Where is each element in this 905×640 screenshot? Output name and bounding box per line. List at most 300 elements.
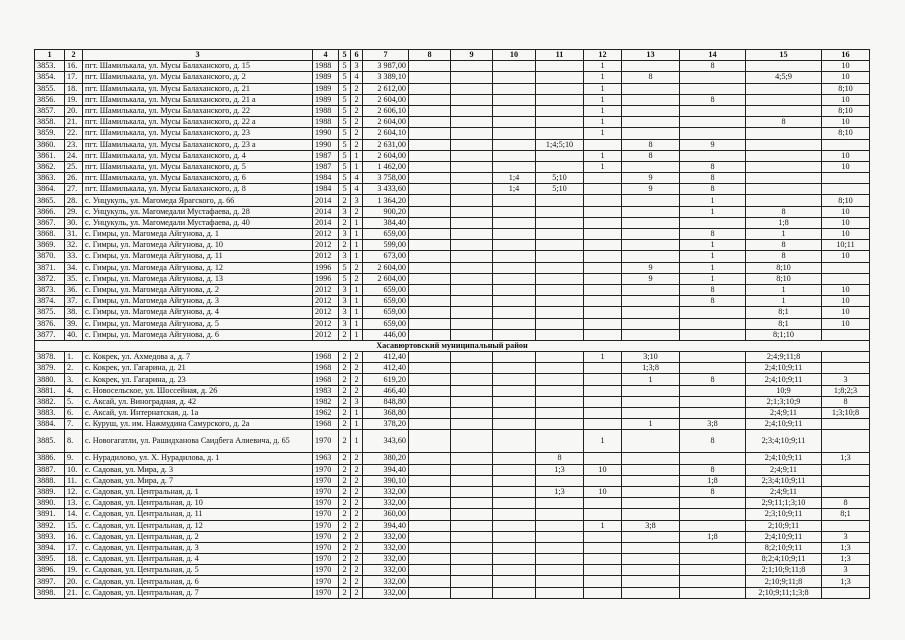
table-cell: пгт. Шамилькала, ул. Мусы Балаханского, д. 21 а: [83, 94, 313, 105]
table-cell: 8: [680, 374, 746, 385]
table-cell: 3: [339, 307, 351, 318]
table-cell: [493, 72, 536, 83]
table-cell: 1988: [313, 105, 339, 116]
table-cell: [680, 408, 746, 419]
table-cell: [451, 385, 493, 396]
table-cell: [680, 105, 746, 116]
table-cell: [493, 430, 536, 453]
table-cell: [493, 419, 536, 430]
table-cell: 1968: [313, 374, 339, 385]
table-cell: [536, 565, 584, 576]
table-cell: 9: [622, 262, 680, 273]
table-cell: 2: [339, 430, 351, 453]
table-cell: [536, 576, 584, 587]
table-cell: 1: [351, 161, 363, 172]
table-cell: [536, 318, 584, 329]
table-cell: 3883.: [35, 408, 65, 419]
table-cell: 2;4;10;9;11: [746, 453, 822, 464]
table-cell: 14.: [65, 509, 83, 520]
table-cell: 3858.: [35, 117, 65, 128]
table-row: [35, 161, 870, 172]
table-cell: 3886.: [35, 453, 65, 464]
table-cell: [584, 374, 622, 385]
table-cell: 25.: [65, 161, 83, 172]
table-cell: [409, 554, 451, 565]
table-cell: [680, 385, 746, 396]
table-row: [35, 374, 870, 385]
table-cell: 24.: [65, 150, 83, 161]
table-cell: 659,00: [363, 307, 409, 318]
table-cell: с. Садовая, ул. Центральная, д. 12: [83, 520, 313, 531]
table-cell: 8;1: [746, 318, 822, 329]
table-cell: 3;8: [622, 520, 680, 531]
table-cell: [822, 464, 870, 475]
column-header: 16: [822, 50, 870, 61]
table-cell: 2;3;10;9;11: [746, 509, 822, 520]
table-cell: [451, 307, 493, 318]
table-cell: 1: [622, 419, 680, 430]
table-cell: 3: [822, 374, 870, 385]
table-cell: [409, 430, 451, 453]
table-cell: 8: [680, 229, 746, 240]
table-cell: 5: [339, 161, 351, 172]
table-cell: 2014: [313, 217, 339, 228]
table-cell: [622, 464, 680, 475]
table-cell: 3: [339, 251, 351, 262]
table-cell: 8;10: [746, 273, 822, 284]
table-cell: [680, 565, 746, 576]
table-cell: 5.: [65, 396, 83, 407]
table-cell: 3889.: [35, 486, 65, 497]
table-cell: 2: [339, 509, 351, 520]
table-cell: 3864.: [35, 184, 65, 195]
table-cell: 3: [351, 396, 363, 407]
table-cell: 3865.: [35, 195, 65, 206]
table-cell: 8;10: [822, 105, 870, 116]
table-cell: 17.: [65, 542, 83, 553]
table-cell: 1: [584, 83, 622, 94]
table-row: [35, 206, 870, 217]
table-cell: 1963: [313, 453, 339, 464]
table-cell: 2 631,00: [363, 139, 409, 150]
table-cell: с. Садовая, ул. Центральная, д. 11: [83, 509, 313, 520]
table-cell: [451, 475, 493, 486]
table-cell: 3: [822, 531, 870, 542]
table-cell: 2012: [313, 251, 339, 262]
table-cell: 4;5;9: [746, 72, 822, 83]
table-cell: 3: [339, 284, 351, 295]
table-cell: 446,00: [363, 329, 409, 340]
table-cell: 7.: [65, 419, 83, 430]
table-cell: [622, 128, 680, 139]
table-cell: 3853.: [35, 61, 65, 72]
table-cell: 2: [351, 128, 363, 139]
table-cell: [622, 195, 680, 206]
table-cell: [493, 318, 536, 329]
table-cell: с. Новосельское, ул. Шоссейная, д. 26: [83, 385, 313, 396]
table-cell: [493, 139, 536, 150]
table-cell: 2: [351, 105, 363, 116]
table-cell: 3897.: [35, 576, 65, 587]
table-cell: [536, 72, 584, 83]
table-cell: [680, 150, 746, 161]
table-cell: 15.: [65, 520, 83, 531]
table-cell: [584, 184, 622, 195]
table-cell: 3867.: [35, 217, 65, 228]
table-cell: 2: [351, 94, 363, 105]
table-cell: 10: [822, 94, 870, 105]
table-cell: [822, 273, 870, 284]
table-cell: 9.: [65, 453, 83, 464]
table-cell: [493, 509, 536, 520]
table-cell: [622, 251, 680, 262]
table-cell: 10: [822, 206, 870, 217]
table-cell: 1989: [313, 94, 339, 105]
table-cell: [622, 94, 680, 105]
table-cell: [493, 498, 536, 509]
table-cell: 17.: [65, 72, 83, 83]
table-row: [35, 565, 870, 576]
table-cell: [451, 94, 493, 105]
table-cell: [493, 284, 536, 295]
table-cell: 10: [822, 318, 870, 329]
table-cell: [451, 565, 493, 576]
table-cell: 2: [339, 486, 351, 497]
section-title: Хасавюртовский муниципальный район: [35, 340, 870, 351]
table-cell: 848,80: [363, 396, 409, 407]
table-cell: [493, 576, 536, 587]
table-cell: [493, 396, 536, 407]
table-cell: 5: [339, 150, 351, 161]
table-row: [35, 509, 870, 520]
table-cell: [536, 554, 584, 565]
table-cell: 2;10;9;11;1;3;8: [746, 587, 822, 598]
table-cell: [536, 385, 584, 396]
table-cell: 2: [339, 374, 351, 385]
table-cell: [680, 329, 746, 340]
table-cell: 1: [351, 296, 363, 307]
table-cell: 2: [339, 475, 351, 486]
table-cell: 384,40: [363, 217, 409, 228]
table-cell: [622, 105, 680, 116]
table-cell: 2012: [313, 229, 339, 240]
table-cell: [680, 554, 746, 565]
table-cell: [622, 229, 680, 240]
table-cell: [451, 374, 493, 385]
table-cell: 1;8: [680, 475, 746, 486]
table-cell: пгт. Шамилькала, ул. Мусы Балаханского, д. 23: [83, 128, 313, 139]
table-cell: 2: [339, 453, 351, 464]
table-cell: 3859.: [35, 128, 65, 139]
table-row: [35, 61, 870, 72]
table-cell: 1970: [313, 430, 339, 453]
table-cell: 2: [339, 385, 351, 396]
table-cell: 1: [680, 240, 746, 251]
table-cell: с. Кокрек, ул. Гагарина, д. 21: [83, 363, 313, 374]
table-cell: [451, 498, 493, 509]
table-cell: 3872.: [35, 273, 65, 284]
table-row: [35, 273, 870, 284]
table-cell: 2012: [313, 307, 339, 318]
table-cell: [493, 217, 536, 228]
table-row: [35, 520, 870, 531]
table-cell: 3854.: [35, 72, 65, 83]
table-cell: 3: [339, 229, 351, 240]
table-cell: 2 604,00: [363, 94, 409, 105]
table-cell: 3898.: [35, 587, 65, 598]
table-cell: 619,20: [363, 374, 409, 385]
table-cell: с. Гимры, ул. Магомеда Айгунова, д. 2: [83, 284, 313, 295]
table-cell: 8: [822, 396, 870, 407]
table-cell: [746, 150, 822, 161]
column-header: 11: [536, 50, 584, 61]
table-cell: 2: [339, 531, 351, 542]
table-cell: 16.: [65, 531, 83, 542]
table-cell: с. Садовая, ул. Центральная, д. 6: [83, 576, 313, 587]
table-cell: с. Аксай, ул. Виноградная, д. 42: [83, 396, 313, 407]
table-cell: 390,10: [363, 475, 409, 486]
table-cell: 2 604,00: [363, 150, 409, 161]
table-cell: с. Гимры, ул. Магомеда Айгунова, д. 13: [83, 273, 313, 284]
table-cell: [451, 396, 493, 407]
table-cell: [746, 128, 822, 139]
table-cell: 5: [339, 139, 351, 150]
table-cell: 3861.: [35, 150, 65, 161]
table-cell: 19.: [65, 565, 83, 576]
table-cell: с. Унцукуль, ул. Магомеда Ярагского, д. 66: [83, 195, 313, 206]
table-cell: [536, 105, 584, 116]
table-cell: 5: [339, 273, 351, 284]
table-cell: [409, 150, 451, 161]
table-row: [35, 542, 870, 553]
table-cell: [451, 464, 493, 475]
table-cell: [409, 117, 451, 128]
table-cell: с. Гимры, ул. Магомеда Айгунова, д. 11: [83, 251, 313, 262]
table-row: [35, 419, 870, 430]
table-cell: [409, 173, 451, 184]
section-row: [35, 340, 870, 351]
table-cell: [584, 587, 622, 598]
table-cell: 3857.: [35, 105, 65, 116]
table-cell: [409, 105, 451, 116]
table-cell: 31.: [65, 229, 83, 240]
table-cell: 8;1: [822, 509, 870, 520]
table-cell: [409, 273, 451, 284]
table-row: [35, 284, 870, 295]
table-cell: 40.: [65, 329, 83, 340]
table-cell: 1: [351, 307, 363, 318]
table-cell: [536, 83, 584, 94]
table-cell: 10: [822, 251, 870, 262]
table-cell: с. Гимры, ул. Магомеда Айгунова, д. 10: [83, 240, 313, 251]
table-cell: 332,00: [363, 576, 409, 587]
table-cell: [493, 195, 536, 206]
table-cell: 36.: [65, 284, 83, 295]
table-cell: 2: [351, 498, 363, 509]
table-cell: [622, 486, 680, 497]
table-cell: [680, 318, 746, 329]
table-cell: [493, 307, 536, 318]
table-cell: [451, 554, 493, 565]
table-cell: 13.: [65, 498, 83, 509]
table-cell: 3;10: [622, 352, 680, 363]
table-cell: [409, 396, 451, 407]
table-cell: 3862.: [35, 161, 65, 172]
table-cell: 1: [584, 94, 622, 105]
table-cell: 3: [351, 195, 363, 206]
table-cell: 11.: [65, 475, 83, 486]
table-cell: 1;4: [493, 184, 536, 195]
table-cell: [536, 284, 584, 295]
table-cell: 30.: [65, 217, 83, 228]
table-cell: 8;10: [822, 83, 870, 94]
table-cell: 10: [822, 296, 870, 307]
table-cell: пгт. Шамилькала, ул. Мусы Балаханского, д. 4: [83, 150, 313, 161]
table-cell: [536, 587, 584, 598]
table-cell: 8: [822, 498, 870, 509]
table-row: [35, 117, 870, 128]
table-cell: 3879.: [35, 363, 65, 374]
table-cell: 1: [584, 105, 622, 116]
table-cell: [493, 565, 536, 576]
table-cell: 3875.: [35, 307, 65, 318]
table-cell: 10;9: [746, 385, 822, 396]
table-cell: 3885.: [35, 430, 65, 453]
table-cell: [409, 318, 451, 329]
table-cell: 8: [680, 61, 746, 72]
table-cell: 1968: [313, 419, 339, 430]
table-cell: 2;10;9;11: [746, 520, 822, 531]
table-cell: 1970: [313, 520, 339, 531]
table-cell: [536, 217, 584, 228]
table-cell: 3881.: [35, 385, 65, 396]
table-cell: 1989: [313, 72, 339, 83]
table-cell: [584, 251, 622, 262]
table-cell: 1970: [313, 486, 339, 497]
table-cell: 1: [584, 520, 622, 531]
table-cell: 2: [351, 565, 363, 576]
table-cell: [584, 329, 622, 340]
table-cell: 8;10: [822, 195, 870, 206]
table-cell: 4: [351, 173, 363, 184]
table-cell: [622, 161, 680, 172]
column-header: 7: [363, 50, 409, 61]
table-cell: [451, 352, 493, 363]
table-row: [35, 195, 870, 206]
table-cell: [536, 352, 584, 363]
table-cell: 29.: [65, 206, 83, 217]
table-cell: 1: [584, 161, 622, 172]
table-cell: 1: [351, 419, 363, 430]
table-cell: [622, 542, 680, 553]
table-row: [35, 307, 870, 318]
table-cell: [451, 72, 493, 83]
table-cell: 20.: [65, 105, 83, 116]
table-cell: [493, 251, 536, 262]
table-cell: с. Гимры, ул. Магомеда Айгунова, д. 4: [83, 307, 313, 318]
table-cell: с. Аксай, ул. Интернатская, д. 1а: [83, 408, 313, 419]
table-cell: 3868.: [35, 229, 65, 240]
table-cell: 1: [584, 352, 622, 363]
table-cell: [822, 430, 870, 453]
table-cell: [536, 117, 584, 128]
table-cell: 8: [536, 453, 584, 464]
table-cell: 5: [339, 83, 351, 94]
table-cell: [536, 206, 584, 217]
table-cell: [409, 352, 451, 363]
table-cell: 5: [339, 61, 351, 72]
table-cell: 3: [339, 206, 351, 217]
table-cell: [822, 419, 870, 430]
table-cell: [680, 498, 746, 509]
table-cell: 1984: [313, 184, 339, 195]
table-cell: с. Садовая, ул. Мира, д. 3: [83, 464, 313, 475]
table-cell: 2;4;10;9;11: [746, 531, 822, 542]
table-cell: [451, 531, 493, 542]
table-cell: 3892.: [35, 520, 65, 531]
table-cell: [680, 587, 746, 598]
table-cell: 3894.: [35, 542, 65, 553]
table-cell: 1982: [313, 396, 339, 407]
table-cell: [451, 105, 493, 116]
table-cell: 2;4;9;11: [746, 464, 822, 475]
table-cell: 8;2;4;10;9;11: [746, 554, 822, 565]
table-cell: [622, 318, 680, 329]
table-cell: 10: [822, 307, 870, 318]
table-cell: 3: [822, 565, 870, 576]
table-cell: [584, 408, 622, 419]
table-row: [35, 531, 870, 542]
table-cell: 2: [339, 396, 351, 407]
table-cell: 8: [746, 240, 822, 251]
table-cell: [822, 139, 870, 150]
table-cell: 466,40: [363, 385, 409, 396]
table-cell: [746, 83, 822, 94]
table-cell: [536, 509, 584, 520]
table-cell: [451, 296, 493, 307]
table-cell: 3 389,10: [363, 72, 409, 83]
table-cell: 2: [339, 565, 351, 576]
table-cell: [451, 217, 493, 228]
table-cell: [822, 173, 870, 184]
table-cell: 8: [622, 150, 680, 161]
table-cell: [584, 363, 622, 374]
table-row: [35, 430, 870, 453]
table-cell: 2: [351, 520, 363, 531]
table-cell: [451, 587, 493, 598]
table-cell: 1: [622, 374, 680, 385]
table-cell: 8;2;10;9;11: [746, 542, 822, 553]
table-cell: [409, 83, 451, 94]
table-cell: [584, 542, 622, 553]
table-cell: пгт. Шамилькала, ул. Мусы Балаханского, д. 22 а: [83, 117, 313, 128]
table-cell: [822, 475, 870, 486]
table-cell: [584, 576, 622, 587]
table-row: [35, 217, 870, 228]
table-cell: [451, 453, 493, 464]
table-cell: [409, 453, 451, 464]
table-cell: 3866.: [35, 206, 65, 217]
table-cell: с. Садовая, ул. Центральная, д. 10: [83, 498, 313, 509]
table-row: [35, 94, 870, 105]
table-cell: 8: [680, 173, 746, 184]
table-cell: [622, 396, 680, 407]
table-cell: 5: [339, 184, 351, 195]
table-cell: [409, 307, 451, 318]
table-cell: 2;4;9;11: [746, 408, 822, 419]
table-cell: [536, 408, 584, 419]
table-cell: [493, 240, 536, 251]
